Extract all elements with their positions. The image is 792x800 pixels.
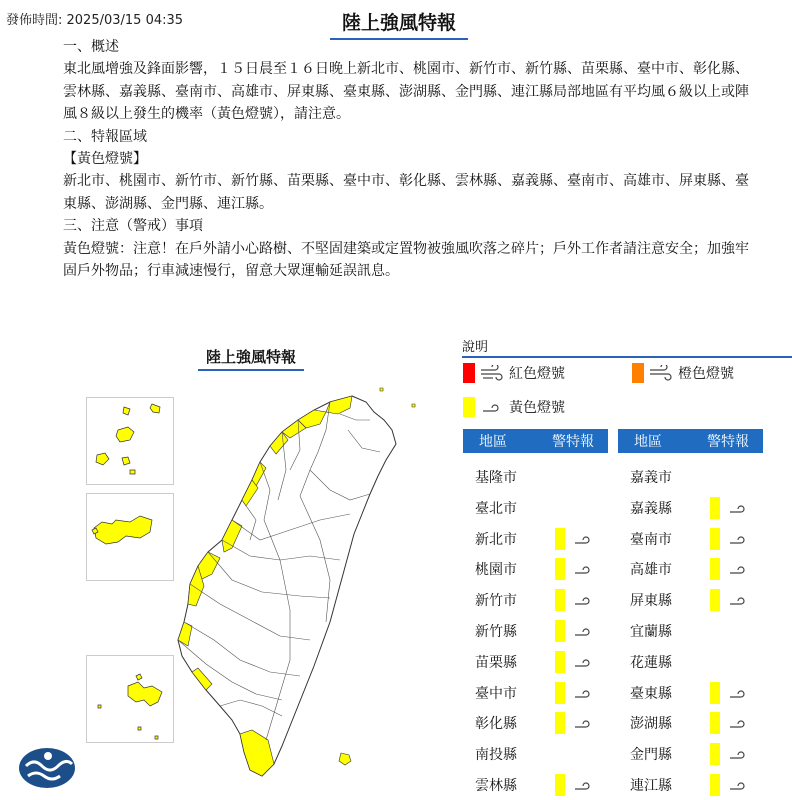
col-region: 地區 — [479, 434, 507, 450]
yellow-warning-bar — [555, 558, 565, 580]
table-row — [463, 679, 595, 707]
taiwan-outline — [178, 396, 396, 776]
table-row — [463, 555, 595, 583]
wind-icon — [728, 747, 750, 761]
region-name: 宜蘭縣 — [630, 624, 672, 640]
cwa-logo — [19, 748, 75, 788]
region-name: 臺南市 — [630, 531, 672, 548]
table-row — [463, 525, 595, 553]
wind-icon — [573, 686, 595, 700]
region-name: 高雄市 — [630, 562, 672, 579]
yellow-warning-bar — [710, 682, 720, 704]
region-name: 臺北市 — [475, 500, 517, 517]
legend-orange — [632, 363, 734, 383]
map-title: 陸上強風特報 — [198, 346, 304, 371]
wind-icon — [573, 593, 595, 607]
table-row — [463, 586, 595, 614]
table-header-left — [463, 429, 608, 453]
region-name: 嘉義市 — [630, 470, 672, 486]
section-2-subheading: 【黃色燈號】 — [63, 151, 147, 168]
section-2-heading: 二、特報區域 — [63, 128, 147, 145]
wind-icon — [728, 686, 750, 700]
orange-swatch — [632, 363, 644, 383]
table-row — [463, 463, 555, 491]
region-name: 花蓮縣 — [630, 654, 672, 671]
table-row — [618, 771, 750, 799]
table-row — [463, 771, 595, 799]
yellow-warning-bar — [555, 682, 565, 704]
yellow-warning-bar — [555, 774, 565, 796]
legend-orange-label: 橙色燈號 — [678, 366, 734, 382]
region-name: 臺東縣 — [630, 685, 672, 702]
region-name: 基隆市 — [475, 470, 517, 486]
section-2-text: 新北市、桃園市、新竹市、新竹縣、苗栗縣、臺中市、彰化縣、雲林縣、嘉義縣、臺南市、高雄市、屏東縣、臺東縣、澎湖縣、金門縣、連江縣。 — [63, 173, 749, 212]
legend-yellow — [463, 397, 565, 417]
wind-icon — [573, 624, 595, 638]
table-row — [618, 494, 750, 522]
matsu-islands — [96, 404, 160, 474]
yellow-warning-bar — [710, 497, 720, 519]
region-name: 屏東縣 — [630, 593, 672, 610]
yellow-swatch — [463, 397, 475, 417]
table-row — [618, 586, 750, 614]
legend-heading: 說明 — [462, 336, 792, 358]
yellow-warning-bar — [710, 743, 720, 765]
table-row — [463, 494, 555, 522]
table-row — [618, 740, 750, 768]
table-row — [618, 648, 710, 676]
yellow-warning-bar — [710, 528, 720, 550]
yellow-warning-bar — [555, 651, 565, 673]
col-warning: 警特報 — [552, 434, 594, 450]
wind-icon — [728, 778, 750, 792]
yellow-warning-bar — [710, 712, 720, 734]
wind-icon — [573, 532, 595, 546]
yellow-warning-bar — [555, 528, 565, 550]
table-row — [618, 679, 750, 707]
wind-icon — [573, 562, 595, 576]
red-swatch — [463, 363, 475, 383]
wind-icon — [728, 501, 750, 515]
region-name: 新竹市 — [475, 593, 517, 610]
page-title: 陸上強風特報 — [330, 8, 468, 40]
section-3-heading: 三、注意（警戒）事項 — [63, 218, 203, 235]
yellow-warning-bar — [555, 589, 565, 611]
table-row — [618, 555, 750, 583]
strong-wind-icon — [648, 365, 674, 381]
wind-icon — [573, 778, 595, 792]
yellow-warning-bar — [555, 620, 565, 642]
table-row — [618, 525, 750, 553]
wind-icon — [728, 593, 750, 607]
strong-wind-icon — [479, 365, 505, 381]
table-row — [463, 709, 595, 737]
region-name: 桃園市 — [475, 562, 517, 579]
yellow-warning-bar — [555, 712, 565, 734]
yellow-warning-bar — [710, 558, 720, 580]
legend-red-label: 紅色燈號 — [509, 366, 565, 382]
table-row — [618, 617, 710, 645]
legend-red — [463, 363, 565, 383]
table-row — [618, 709, 750, 737]
table-row — [463, 617, 595, 645]
region-name: 金門縣 — [630, 747, 672, 764]
wind-icon — [573, 655, 595, 669]
col-region: 地區 — [634, 434, 662, 450]
table-row — [618, 463, 710, 491]
kinmen-islands — [92, 516, 152, 544]
legend-yellow-label: 黃色燈號 — [509, 400, 565, 416]
region-name: 新竹縣 — [475, 624, 517, 640]
col-warning: 警特報 — [707, 434, 749, 450]
yellow-warning-bar — [710, 589, 720, 611]
region-name: 苗栗縣 — [475, 654, 517, 671]
region-name: 雲林縣 — [475, 778, 517, 794]
table-header-right — [618, 429, 763, 453]
section-1-text: 東北風增強及鋒面影響，１５日晨至１６日晚上新北市、桃園市、新竹市、新竹縣、苗栗縣、臺中市、彰化縣、雲林縣、嘉義縣、臺南市、高雄市、屏東縣、臺東縣、澎湖縣、金門縣、連江縣局部地區有平均風６級以上或陣風８級以上發生的機率（黃色燈號），請注意。 — [63, 61, 749, 123]
wind-icon — [728, 716, 750, 730]
region-name: 新北市 — [475, 531, 517, 548]
region-name: 連江縣 — [630, 778, 672, 794]
yellow-warning-bar — [710, 774, 720, 796]
table-row — [463, 740, 555, 768]
region-name: 嘉義縣 — [630, 500, 672, 517]
issued-time: 發佈時間: 2025/03/15 04:35 — [6, 13, 184, 28]
penghu-islands — [98, 674, 162, 739]
region-name: 彰化縣 — [475, 716, 517, 733]
region-name: 臺中市 — [475, 685, 517, 702]
wind-icon — [479, 399, 505, 415]
wind-icon — [728, 532, 750, 546]
region-name: 南投縣 — [475, 747, 517, 764]
wind-icon — [728, 562, 750, 576]
section-1-heading: 一、概述 — [63, 39, 119, 55]
wind-icon — [573, 716, 595, 730]
region-name: 澎湖縣 — [630, 716, 672, 733]
table-row — [463, 648, 595, 676]
section-3-text: 黃色燈號：注意！在戶外請小心路樹、不堅固建築或定置物被強風吹落之碎片；戶外工作者請注意安全；加強牢固戶外物品；行車減速慢行，留意大眾運輸延誤訊息。 — [63, 240, 749, 280]
